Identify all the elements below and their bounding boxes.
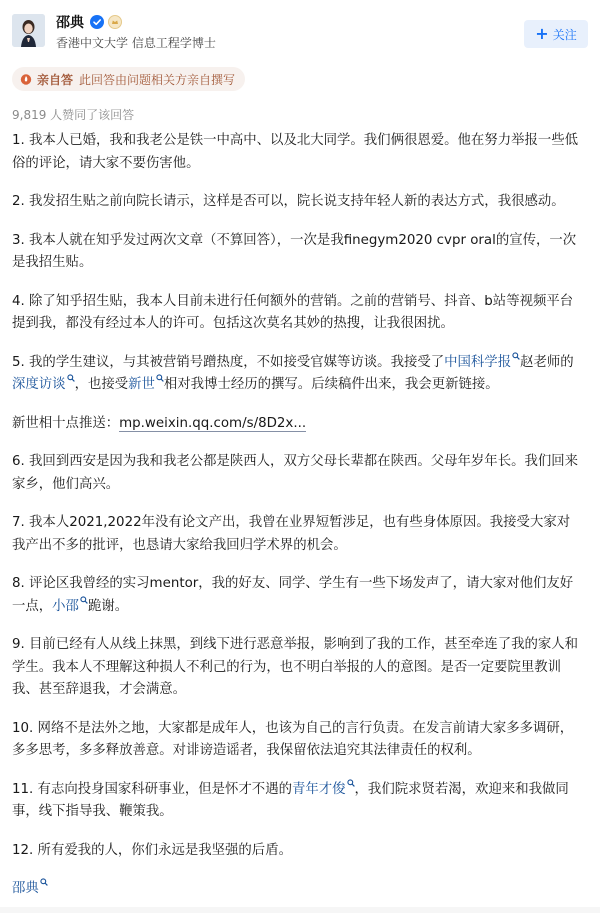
answer-paragraph-10: 10. 网络不是法外之地，大家都是成年人，也该为自己的言行负责。在发言前请大家多多调研，多多思考，多多释放善意。对诽谤造谣者，我保留依法追究其法律责任的权利。 <box>12 720 574 758</box>
search-link-china-science-daily[interactable] <box>444 355 520 370</box>
author-avatar[interactable] <box>12 14 45 47</box>
answer-paragraph-7: 7. 我本人2021,2022年没有论文产出，我曾在业界短暂涉足，也有些身体原因。我接受大家对我产出不多的批评，也恳请大家给我回归学术界的机会。 <box>12 515 571 553</box>
paragraph-text: 跪谢。 <box>87 598 129 614</box>
search-icon <box>512 352 520 360</box>
follow-button[interactable] <box>524 20 588 48</box>
avatar-portrait-icon <box>12 14 45 47</box>
search-link-signature[interactable] <box>12 881 48 896</box>
answer-paragraph-1: 1. 我本人已婚，我和我老公是铁一中高中、以及北大同学。我们俩很恩爱。他在努力举报一些低俗的评论，请大家不要伤害他。 <box>12 133 579 171</box>
link-text: 青年才俊 <box>291 781 346 797</box>
self-answer-badge <box>12 67 245 91</box>
badge-title: 亲自答 <box>37 72 74 87</box>
search-link-xinshi[interactable] <box>128 377 164 392</box>
search-icon <box>347 779 355 787</box>
verified-check-icon <box>90 15 104 29</box>
link-text: 深度访谈 <box>12 377 66 392</box>
link-text: 邵典 <box>12 881 39 896</box>
paragraph-text: 赵老师的 <box>520 354 574 370</box>
paragraph-text: ，也接受 <box>74 377 129 392</box>
paragraph-text: 5. 我的学生建议，与其被营销号蹭热度，不如接受官媒等访谈。我接受了 <box>12 354 445 370</box>
answer-paragraph-6: 6. 我回到西安是因为我和我老公都是陕西人，双方父母长辈都在陕西。父母年岁年长。我们回来家乡，他们高兴。 <box>12 454 579 492</box>
answer-paragraph-8 <box>12 573 582 618</box>
answer-paragraph-4: 4. 除了知乎招生贴，我本人目前未进行任何额外的营销。之前的营销号、抖音、b站等视频平台提到我，都没有经过本人的许可。包括这次莫名其妙的热搜，让我很困扰。 <box>12 293 574 331</box>
medal-icon[interactable] <box>108 15 122 29</box>
vote-count: 9,819 人赞同了该回答 <box>12 108 135 122</box>
bottom-divider <box>0 907 600 913</box>
plus-icon: + <box>535 24 549 43</box>
signature-paragraph <box>12 878 582 901</box>
search-icon <box>80 596 88 604</box>
author-description: 香港中文大学 信息工程学博士 <box>56 36 216 50</box>
paragraph-text: 8. 评论区我曾经的实习mentor，我的好友、同学、学生有一些下场发声了，请大家对他们友好一点， <box>12 576 574 614</box>
push-link-paragraph <box>12 413 582 436</box>
paragraph-text: 相对我博士经历的撰写。后续稿件出来，我会更新链接。 <box>163 377 499 392</box>
search-icon <box>67 374 75 382</box>
badge-text: 此回答由问题相关方亲自撰写 <box>79 72 236 87</box>
link-text: 新世 <box>128 377 155 392</box>
follow-button-label: 关注 <box>552 27 577 42</box>
search-link-xiaoshao[interactable] <box>52 599 88 614</box>
author-name[interactable]: 邵典 <box>56 15 84 31</box>
paragraph-text: 11. 有志向投身国家科研事业，但是怀才不遇的 <box>12 781 292 797</box>
answer-author-header <box>12 14 588 54</box>
answer-paragraph-5 <box>12 352 582 397</box>
answer-content <box>12 130 582 917</box>
answer-paragraph-3: 3. 我本人就在知乎发过两次文章（不算回答），一次是我finegym2020 cvpr oral的宣传，一次是我招生贴。 <box>12 232 577 270</box>
link-text: 小邵 <box>52 598 79 614</box>
answer-paragraph-2: 2. 我发招生贴之前向院长请示，这样是否可以，院长说支持年轻人新的表达方式，我很感动。 <box>12 194 565 209</box>
link-text: 中国科学报 <box>444 354 512 370</box>
search-link-in-depth-interview[interactable] <box>12 377 75 392</box>
search-icon <box>156 374 164 382</box>
external-link-weixin[interactable]: mp.weixin.qq.com/s/8D2x... <box>119 415 307 431</box>
answer-paragraph-12: 12. 所有爱我的人，你们永远是我坚强的后盾。 <box>12 842 292 858</box>
answer-paragraph-11 <box>12 779 582 824</box>
answer-paragraph-9: 9. 目前已经有人从线上抹黑，到线下进行恶意举报，影响到了我的工作，甚至牵连了我的家人和学生。我本人不理解这种损人不利己的行为，也不明白举报的人的意图。是否一定要院里教训我、甚至辞退我，才会满意。 <box>12 637 579 697</box>
flame-icon <box>20 73 32 85</box>
search-link-young-talent[interactable] <box>292 782 355 797</box>
push-label: 新世相十点推送： <box>12 415 120 431</box>
paragraph-text: ，我们院求贤若渴，欢迎来和我做同事，线下指导我、鞭策我。 <box>12 781 569 819</box>
search-icon <box>40 878 48 886</box>
